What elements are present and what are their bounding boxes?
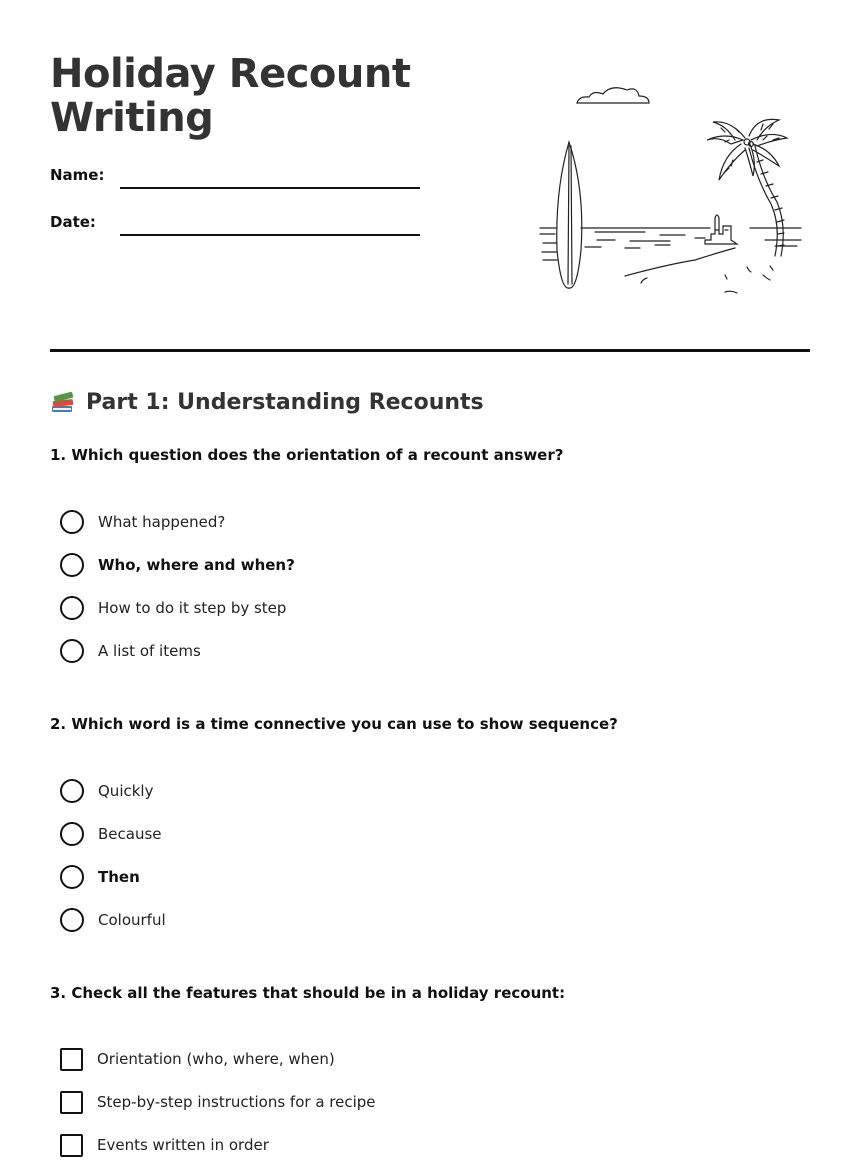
question-3-text: 3. Check all the features that should be in a holiday recount: (50, 984, 566, 1002)
option-label: Step-by-step instructions for a recipe (97, 1093, 376, 1111)
section-divider (50, 349, 810, 352)
question-2-text: 2. Which word is a time connective you can use to show sequence? (50, 715, 618, 733)
option-label: Colourful (98, 911, 166, 929)
books-icon (50, 389, 76, 415)
title-line-2: Writing (50, 95, 214, 141)
question-1-text: 1. Which question does the orientation of a recount answer? (50, 446, 564, 464)
q3-option-1[interactable] (60, 1047, 335, 1071)
q3-option-2[interactable] (60, 1090, 376, 1114)
q3-option-3[interactable] (60, 1133, 269, 1157)
q1-option-3[interactable] (60, 596, 286, 620)
radio-button[interactable] (60, 865, 84, 889)
date-field[interactable] (120, 234, 420, 236)
section-1-heading (50, 389, 484, 415)
radio-button[interactable] (60, 822, 84, 846)
option-label: How to do it step by step (98, 599, 287, 617)
option-label: What happened? (98, 513, 226, 531)
option-label: Events written in order (97, 1136, 269, 1154)
q2-option-1[interactable] (60, 779, 153, 803)
cloud-icon (577, 88, 649, 103)
section-1-title: Part 1: Understanding Recounts (86, 389, 484, 415)
q1-option-2[interactable] (60, 553, 295, 577)
radio-button[interactable] (60, 639, 84, 663)
title-line-1: Holiday Recount (50, 51, 411, 97)
q2-option-4[interactable] (60, 908, 166, 932)
radio-button[interactable] (60, 510, 84, 534)
beach-scene-illustration (535, 80, 805, 300)
date-label: Date: (50, 213, 96, 231)
option-label: Because (98, 825, 162, 843)
option-label: Who, where and when? (98, 556, 295, 574)
checkbox[interactable] (60, 1134, 83, 1157)
sandcastle-icon (705, 215, 737, 244)
checkbox[interactable] (60, 1091, 83, 1114)
q2-option-3[interactable] (60, 865, 140, 889)
option-label: Quickly (98, 782, 154, 800)
page-title (50, 52, 450, 140)
radio-button[interactable] (60, 779, 84, 803)
name-label: Name: (50, 166, 105, 184)
checkbox[interactable] (60, 1048, 83, 1071)
q2-option-2[interactable] (60, 822, 162, 846)
name-field[interactable] (120, 187, 420, 189)
option-label: Orientation (who, where, when) (97, 1050, 335, 1068)
radio-button[interactable] (60, 908, 84, 932)
option-label: Then (98, 868, 140, 886)
radio-button[interactable] (60, 596, 84, 620)
q1-option-1[interactable] (60, 510, 225, 534)
radio-button[interactable] (60, 553, 84, 577)
option-label: A list of items (98, 642, 201, 660)
q1-option-4[interactable] (60, 639, 201, 663)
